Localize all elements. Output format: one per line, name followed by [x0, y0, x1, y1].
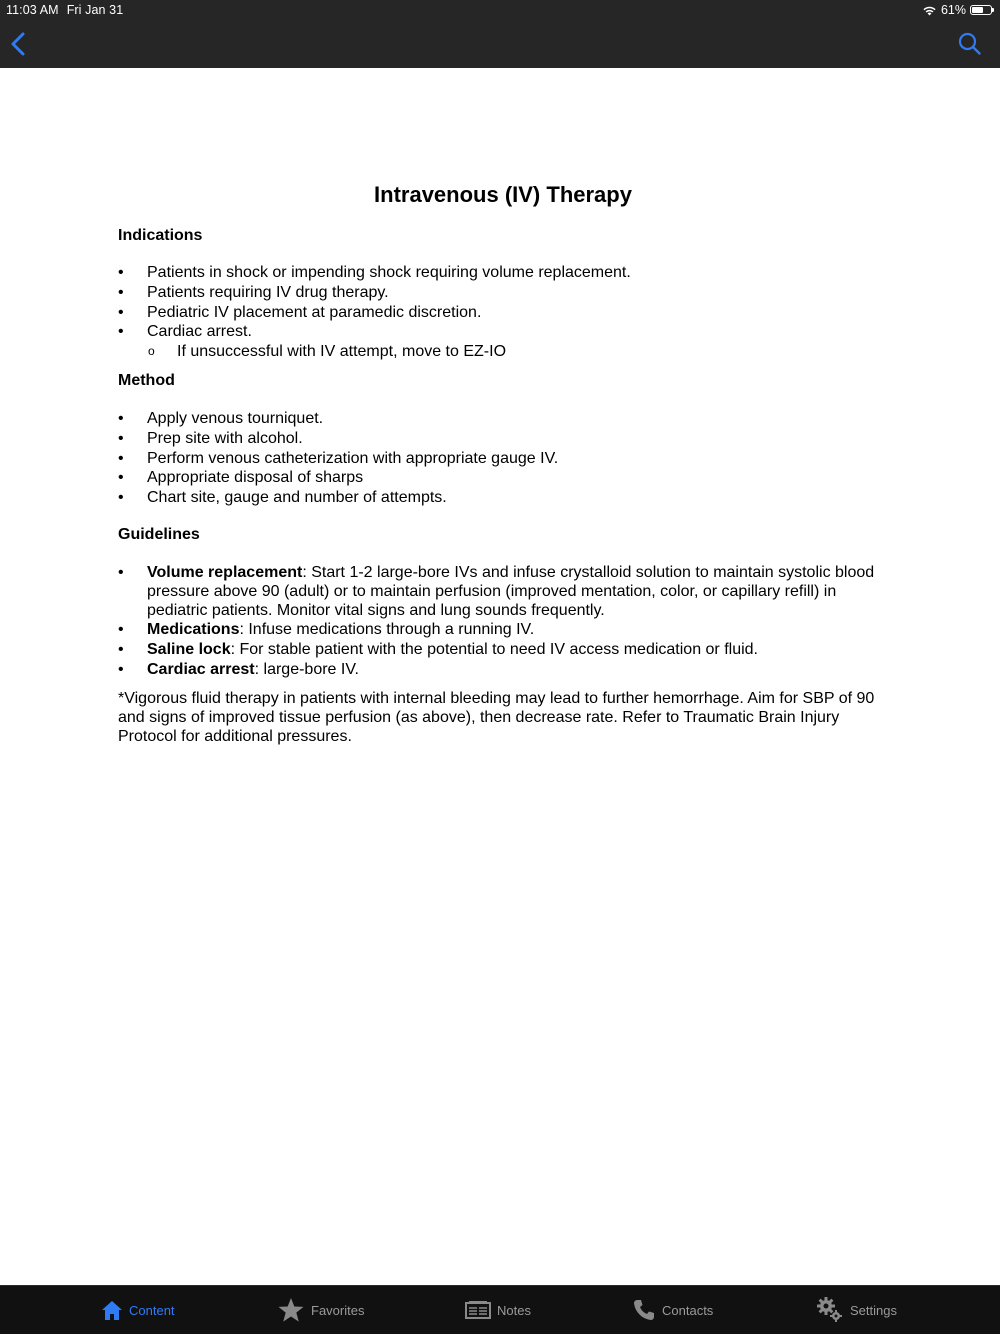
search-button[interactable]	[958, 32, 982, 56]
guideline-term: Medications	[147, 620, 240, 638]
tab-bar	[0, 1285, 1000, 1334]
list-item: • Pediatric IV placement at paramedic discretion.	[118, 303, 888, 323]
search-icon	[958, 32, 982, 56]
tab-label: Favorites	[311, 1302, 365, 1318]
tab-label: Content	[129, 1302, 175, 1318]
tab-settings[interactable]	[816, 1296, 897, 1324]
method-list	[118, 409, 888, 508]
tab-notes[interactable]	[465, 1296, 531, 1324]
sub-list-item: o If unsuccessful with IV attempt, move to EZ-IO	[118, 342, 888, 362]
indications-sublist	[118, 342, 888, 362]
top-bar	[0, 0, 1000, 68]
tab-favorites[interactable]	[277, 1296, 364, 1324]
guideline-text: : For stable patient with the potential to need IV access medication or fluid.	[230, 640, 758, 658]
list-item	[118, 620, 888, 640]
status-time: 11:03 AM	[6, 3, 59, 17]
list-item	[118, 660, 888, 680]
list-item: • Patients in shock or impending shock requiring volume replacement.	[118, 263, 888, 283]
list-item: • Appropriate disposal of sharps	[118, 468, 888, 488]
back-button[interactable]	[8, 30, 32, 58]
tab-contacts[interactable]	[632, 1296, 713, 1324]
home-icon	[101, 1299, 123, 1321]
list-item: • Perform venous catheterization with appropriate gauge IV.	[118, 449, 888, 469]
gear-icon	[816, 1296, 844, 1324]
page-title: Intravenous (IV) Therapy	[374, 182, 632, 207]
wifi-icon	[922, 5, 937, 16]
indications-heading: Indications	[118, 227, 203, 244]
battery-level	[972, 7, 983, 13]
guideline-text: : Start 1-2 large-bore IVs and infuse crystalloid solution to maintain systolic blood pressure above 90 (adult) or to maintain perfusion (improved mentation, color, or capillary refill) in pediatric patients. Monitor vital signs and lung sounds frequently.	[147, 563, 875, 619]
indications-list	[118, 263, 888, 342]
battery-percent: 61%	[940, 3, 966, 17]
guideline-term: Cardiac arrest	[147, 660, 255, 678]
status-indicators	[922, 3, 992, 17]
list-item: • Cardiac arrest.	[118, 322, 888, 342]
guideline-term: Saline lock	[147, 640, 231, 658]
list-item	[118, 563, 888, 620]
list-item: • Apply venous tourniquet.	[118, 409, 888, 429]
guideline-text: : Infuse medications through a running IV.	[239, 620, 535, 638]
phone-icon	[632, 1298, 656, 1322]
guidelines-list	[118, 563, 888, 679]
tab-label: Settings	[850, 1302, 897, 1318]
guideline-term: Volume replacement	[147, 563, 303, 581]
guideline-text: : large-bore IV.	[254, 660, 359, 678]
footnote: *Vigorous fluid therapy in patients with internal bleeding may lead to further hemorrhage. Aim for SBP of 90 and signs of improved tissue perfusion (as above), then decrease rate. Refer to Traumatic Brain Injury Protocol for additional pressures.	[118, 690, 875, 746]
list-item	[118, 640, 888, 660]
battery-icon	[970, 5, 992, 15]
list-item: • Chart site, gauge and number of attempts.	[118, 488, 888, 508]
tab-label: Notes	[497, 1302, 531, 1318]
notes-icon	[465, 1300, 491, 1320]
status-date: Fri Jan 31	[66, 3, 124, 17]
chevron-left-icon	[8, 30, 32, 58]
status-clock	[6, 3, 123, 17]
list-item: • Patients requiring IV drug therapy.	[118, 283, 888, 303]
guidelines-heading: Guidelines	[118, 525, 200, 543]
method-heading: Method	[118, 371, 175, 389]
list-item: • Prep site with alcohol.	[118, 429, 888, 449]
tab-label: Contacts	[662, 1302, 714, 1318]
document	[118, 182, 888, 746]
star-icon	[277, 1297, 305, 1323]
tab-content[interactable]	[101, 1296, 175, 1324]
